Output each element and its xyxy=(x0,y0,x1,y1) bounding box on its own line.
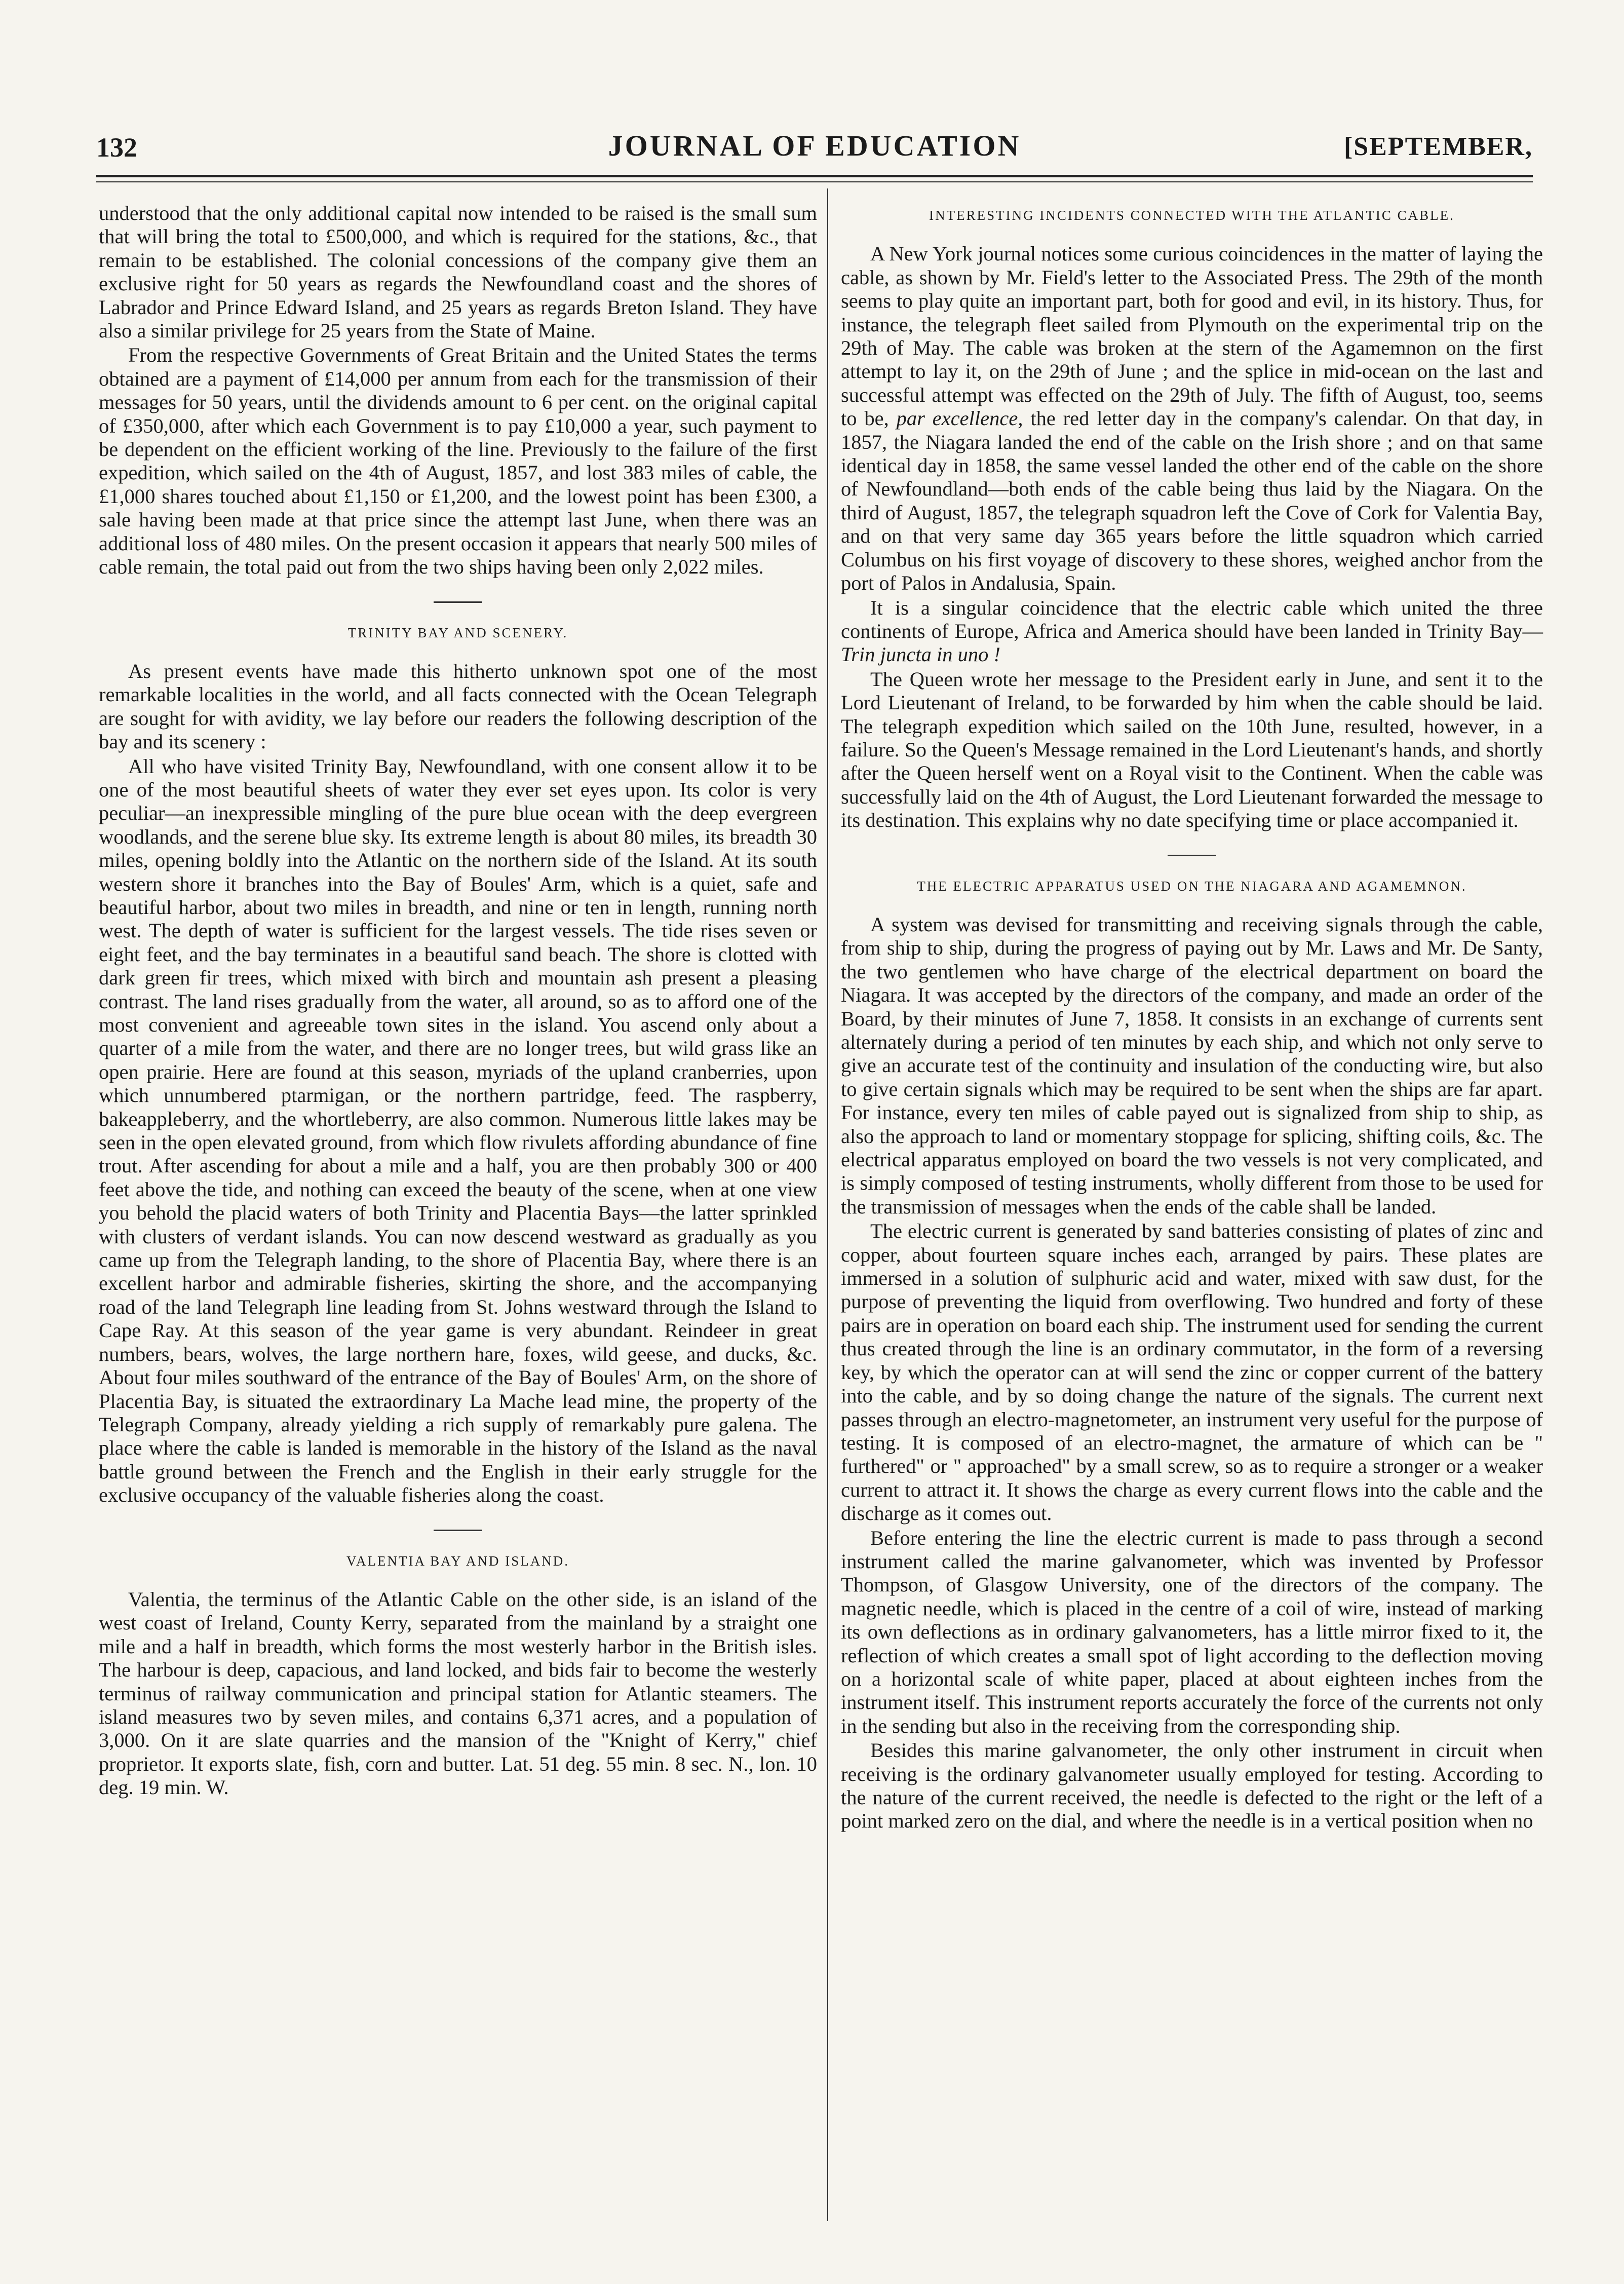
italic-phrase: par excellence, xyxy=(896,407,1023,430)
header-rule-thick xyxy=(96,175,1533,177)
italic-phrase: Trin juncta in uno ! xyxy=(841,643,1001,666)
text-run: the red letter day in the company's calendar. On that day, in 1857, the Niagara landed the end of the cable on the Irish shore ; and on that same identical day in 1858, the same vessel landed the other end of the cable on the shore of Newfoundland—both ends of the cable being thus laid by the Niagara. On the third of August, 1857, the telegraph squadron left the Cove of Cork for Valentia Bay, and on that very same day 365 years before the little squadron which carried Columbus on his first voyage of discovery to these shores, weighed anchor from the port of Palos in Andalusia, Spain. xyxy=(841,407,1543,595)
section-heading-trinity-bay: TRINITY BAY AND SCENERY. xyxy=(347,625,568,640)
running-head: [SEPTEMBER, xyxy=(1343,132,1533,161)
section-divider xyxy=(434,601,482,603)
section-divider xyxy=(1168,855,1216,856)
body-paragraph: The Queen wrote her message to the President early in June, and sent it to the Lord Lieutenant of Ireland, to be forwarded by him when the cable should be laid. The telegraph expedition which sailed on the 10th June, resulted, however, in a failure. So the Queen's Message remained in the Lord Lieutenant's hands, and shortly after the Queen herself went on a Royal visit to the Continent. When the cable was successfully laid on the 4th of August, the Lord Lieutenant forwarded the message to its destination. This explains why no date specifying time or place accompanied it. xyxy=(841,667,1543,832)
body-paragraph: understood that the only additional capital now intended to be raised is the small sum that will bring the total to £500,000, and which is required for the stations, &c., that remain to be established. The colonial concessions of the company give them an exclusive right for 50 years as regards the Newfoundland coast and the shores of Labrador and Prince Edward Island, and 25 years as regards Breton Island. They have also a similar privilege for 25 years from the State of Maine. xyxy=(99,202,817,342)
header-rule-thin xyxy=(96,181,1533,182)
body-paragraph: All who have visited Trinity Bay, Newfoundland, with one consent allow it to be one of the most beautiful sheets of water they ever set eyes upon. Its color is very peculiar—an inexpressible mingling of the pure blue ocean with the deep evergreen woodlands, and the serene blue sky. Its extreme length is about 80 miles, its breadth 30 miles, opening boldly into the Atlantic on the northern side of the Island. At its south western shore it branches into the Bay of Boules' Arm, which is a quiet, safe and beautiful harbor, about two miles in breadth, and nine or ten in length, running north west. The depth of water is sufficient for the largest vessels. The tide rises seven or eight feet, and the bay terminates in a beautiful sand beach. The shore is clotted with dark green fir trees, which mixed with birch and mountain ash present a pleasing contrast. The land rises gradually from the water, all around, so as to afford one of the most convenient and agreeable town sites in the island. You ascend only about a quarter of a mile from the water, and there are no longer trees, but wild grass like an open prairie. Here are found at this season, myriads of the upland cranberries, upon which unnumbered ptarmigan, or the northern partridge, feed. The raspberry, bakeappleberry, and the whortleberry, are also common. Numerous little lakes may be seen in the open elevated ground, from which flow rivulets affording abundance of fine trout. After ascending for about a mile and a half, you are then probably 300 or 400 feet above the tide, and nothing can exceed the beauty of the scene, when at one view you behold the placid waters of both Trinity and Placentia Bays—the latter sprinkled with clusters of verdant islands. You can now descend westward as gradually as you came up from the Telegraph landing, to the shore of Placentia Bay, where there is an excellent harbor and admirable fisheries, skirting the shore, and the accompanying road of the land Telegraph line leading from St. Johns westward through the Island to Cape Ray. At this season of the year game is very abundant. Reindeer in great numbers, bears, wolves, the large northern hare, foxes, wild geese, and ducks, &c. About four miles southward of the entrance of the Bay of Boules' Arm, on the shore of Placentia Bay, is situated the extraordinary La Mache lead mine, the property of the Telegraph Company, already yielding a rich supply of remarkably pure galena. The place where the cable is landed is memorable in the history of the Island as the naval battle ground between the French and the English in their early struggle for the exclusive occupancy of the valuable fisheries along the coast. xyxy=(99,754,817,1507)
body-paragraph: Besides this marine galvanometer, the only other instrument in circuit when receiving is the ordinary galvanometer usually employed for testing. According to the nature of the current received, the needle is defected to the right or the left of a point marked zero on the dial, and where the needle is in a vertical position when no xyxy=(841,1739,1543,1833)
column-divider xyxy=(827,188,828,2221)
body-paragraph xyxy=(841,596,1543,667)
right-column xyxy=(841,202,1543,1833)
section-heading-apparatus: THE ELECTRIC APPARATUS USED ON THE NIAGARA AND AGAMEMNON. xyxy=(917,878,1467,894)
body-paragraph xyxy=(841,242,1543,595)
body-paragraph: The electric current is generated by sand batteries consisting of plates of zinc and copper, about fourteen square inches each, arranged by pairs. These plates are immersed in a solution of sulphuric acid and water, mixed with saw dust, for the purpose of preventing the liquid from overflowing. Two hundred and forty of these pairs are in operation on board each ship. The instrument used for sending the current thus created through the line is an ordinary commutator, in the form of a reversing key, by which the operator can at will send the zinc or copper current of the battery into the cable, and by so doing change the nature of the signals. The current next passes through an electro-magnetometer, an instrument very useful for the purpose of testing. It is composed of an electro-magnet, the armature of which can be " furthered" or " approached" by a small screw, so as to require a stronger or a weaker current to attract it. It shows the charge as every current flows into the cable and the discharge as it comes out. xyxy=(841,1220,1543,1525)
page-header xyxy=(96,122,1533,172)
body-paragraph: Valentia, the terminus of the Atlantic Cable on the other side, is an island of the west coast of Ireland, County Kerry, separated from the mainland by a straight one mile and a half in breadth, which forms the most westerly harbor in the British isles. The harbour is deep, capacious, and land locked, and bids fair to become the westerly terminus of railway communication and principal station for Atlantic steamers. The island measures two by seven miles, and contains 6,371 acres, and a population of 3,000. On it are slate quarries and the mansion of the "Knight of Kerry," chief proprietor. It exports slate, fish, corn and butter. Lat. 51 deg. 55 min. 8 sec. N., lon. 10 deg. 19 min. W. xyxy=(99,1587,817,1799)
text-run: A New York journal notices some curious coincidences in the matter of laying the cable, as shown by Mr. Field's letter to the Associated Press. The 29th of the month seems to play quite an important part, both for good and evil, in its history. Thus, for instance, the telegraph fleet sailed from Plymouth on the experimental trip on the 29th of May. The cable was broken at the stern of the Agamemnon on the first attempt to lay it, on the 29th of June ; and the splice in mid-ocean on the last and successful attempt was effected on the 29th of July. The fifth of August, too, seems to be, xyxy=(841,242,1543,430)
body-paragraph: Before entering the line the electric current is made to pass through a second instrument called the marine galvanometer, which was invented by Professor Thompson, of Glasgow University, one of the directors of the company. The magnetic needle, which is placed in the centre of a coil of wire, instead of marking its own deflections as in ordinary galvanometers, has a little mirror fixed to it, the reflection of which creates a small spot of light according to the deflection moving on a horizontal scale of white paper, placed at about eighteen inches from the instrument itself. This instrument reports accurately the force of the currents not only in the sending but also in the receiving from the corresponding ship. xyxy=(841,1526,1543,1737)
left-column xyxy=(99,202,817,1800)
body-paragraph: From the respective Governments of Great Britain and the United States the terms obtained are a payment of £14,000 per annum from each for the transmission of their messages for 50 years, until the dividends amount to 6 per cent. on the original capital of £350,000, after which each Government is to pay £10,000 a year, such payment to be dependent on the efficient working of the line. Previously to the failure of the first expedition, which sailed on the 4th of August, 1857, and lost 383 miles of cable, the £1,000 shares touched about £1,150 or £1,200, and the lowest point has been £300, a sale having been made at that price since the attempt last June, when there was an additional loss of 480 miles. On the present occasion it appears that nearly 500 miles of cable remain, the total paid out from the two ships having been only 2,022 miles. xyxy=(99,344,817,579)
section-divider xyxy=(434,1530,482,1531)
page-number: 132 xyxy=(96,132,137,163)
journal-title: JOURNAL OF EDUCATION xyxy=(608,129,1021,162)
text-run: It is a singular coincidence that the electric cable which united the three continents of Europe, Africa and America should have been landed in Trinity Bay— xyxy=(841,596,1543,642)
body-paragraph: As present events have made this hitherto unknown spot one of the most remarkable localities in the world, and all facts connected with the Ocean Telegraph are sought for with avidity, we lay before our readers the following description of the bay and its scenery : xyxy=(99,659,817,753)
body-paragraph: A system was devised for transmitting and receiving signals through the cable, from ship to ship, during the progress of paying out by Mr. Laws and Mr. De Santy, the two gentlemen who have charge of the electrical department on board the Niagara. It was accepted by the directors of the company, and made an order of the Board, by their minutes of June 7, 1858. It consists in an exchange of currents sent alternately during a period of ten minutes by each ship, and which not only serve to give an accurate test of the continuity and insulation of the conducting wire, but also to give certain signals which may be required to be sent when the ships are far apart. For instance, every ten miles of cable payed out is signalized from ship to ship, as also the approach to land or momentary stoppage for splicing, shifting coils, &c. The electrical apparatus employed on board the two vessels is not very complicated, and is simply composed of testing instruments, wholly different from those to be used for the transmission of messages when the ends of the cable shall be landed. xyxy=(841,912,1543,1218)
section-heading-valentia: VALENTIA BAY AND ISLAND. xyxy=(346,1553,570,1569)
section-heading-incidents: INTERESTING INCIDENTS CONNECTED WITH THE ATLANTIC CABLE. xyxy=(929,208,1455,223)
